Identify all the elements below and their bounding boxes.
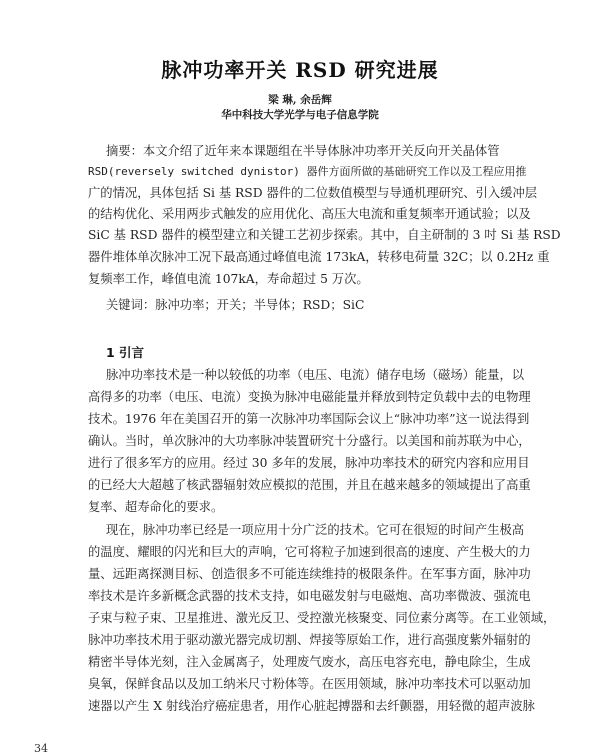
body-line: 脉冲功率技术是一种以较低的功率（电压、电流）储存电场（磁场）能量，以 — [106, 368, 525, 382]
abstract-line: SiC 基 RSD 器件的模型建立和关键工艺初步探索。其中，自主研制的 3 吋 Si 基 RSD — [88, 228, 561, 242]
body-line: 高得多的功率（电压、电流）变换为脉冲电磁能量并释放到特定负载中去的电物理 — [88, 390, 531, 404]
body-line: 进行了很多军方的应用。经过 30 多年的发展，脉冲功率技术的研究内容和应用目 — [88, 456, 530, 470]
body-line: 技术。1976 年在美国召开的第一次脉冲功率国际会议上“脉冲功率”这一说法得到 — [88, 412, 530, 426]
abstract-line: 摘要：本文介绍了近年来本课题组在半导体脉冲功率开关反向开关晶体管 — [106, 144, 500, 158]
body-line: 的已经大大超越了核武器辐射效应模拟的范围，并且在越来越多的领域提出了高重 — [88, 478, 531, 492]
authors: 梁 琳, 余岳辉 — [268, 94, 332, 106]
abstract-line: 器件堆体单次脉冲工况下最高通过峰值电流 173kA，转移电荷量 32C；以 0.2Hz 重 — [88, 250, 550, 264]
abstract-line: 广的情况，具体包括 Si 基 RSD 器件的二位数值模型与导通机理研究、引入缓冲层 — [88, 186, 538, 200]
body-line: 的温度、耀眼的闪光和巨大的声响，它可将粒子加速到很高的速度、产生极大的力 — [88, 545, 531, 559]
body-line: 确认。当时，单次脉冲的大功率脉冲装置研究十分盛行。以美国和前苏联为中心， — [88, 434, 531, 448]
body-line: 率技术是许多新概念武器的技术支持，如电磁发射与电磁炮、高功率微波、强流电 — [88, 589, 531, 603]
body-line: 精密半导体光刻，注入金属离子，处理废气废水，高压电容充电，静电除尘，生成 — [88, 655, 531, 669]
body-line: 量、远距离探测目标、创造很多不可能连续维持的极限条件。在军事方面，脉冲功 — [88, 567, 531, 581]
keywords: 关键词：脉冲功率；开关；半导体；RSD；SiC — [106, 298, 365, 312]
page-number: 34 — [34, 742, 48, 755]
abstract-line: 的结构优化、采用两步式触发的应用优化、高压大电流和重复频率开通试验；以及 — [88, 207, 531, 221]
abstract-line: RSD(reversely switched dynistor) 器件方面所做的基础研究工作以及工程应用推 — [88, 165, 527, 178]
body-line: 臭氧，保鲜食品以及加工纳米尺寸粉体等。在医用领域，脉冲功率技术可以驱动加 — [88, 677, 531, 691]
body-line: 复率、超寿命化的要求。 — [88, 500, 224, 514]
body-line: 子束与粒子束、卫星推进、激光反卫、受控激光核聚变、同位素分离等。在工业领域， — [88, 611, 556, 625]
affiliation: 华中科技大学光学与电子信息学院 — [221, 109, 379, 121]
body-line: 现在，脉冲功率已经是一项应用十分广泛的技术。它可在很短的时间产生极高 — [106, 523, 525, 537]
body-line: 速器以产生 X 射线治疗癌症患者，用作心脏起搏器和去纤颤器，用轻微的超声波脉 — [88, 699, 535, 713]
paper-title: 脉冲功率开关 RSD 研究进展 — [161, 58, 439, 82]
abstract-line: 复频率工作，峰值电流 107kA，寿命超过 5 万次。 — [88, 272, 369, 286]
body-line: 脉冲功率技术用于驱动激光器完成切割、焊接等原始工作，进行高强度紫外辐射的 — [88, 633, 531, 647]
section-heading: 1 引言 — [106, 345, 145, 360]
